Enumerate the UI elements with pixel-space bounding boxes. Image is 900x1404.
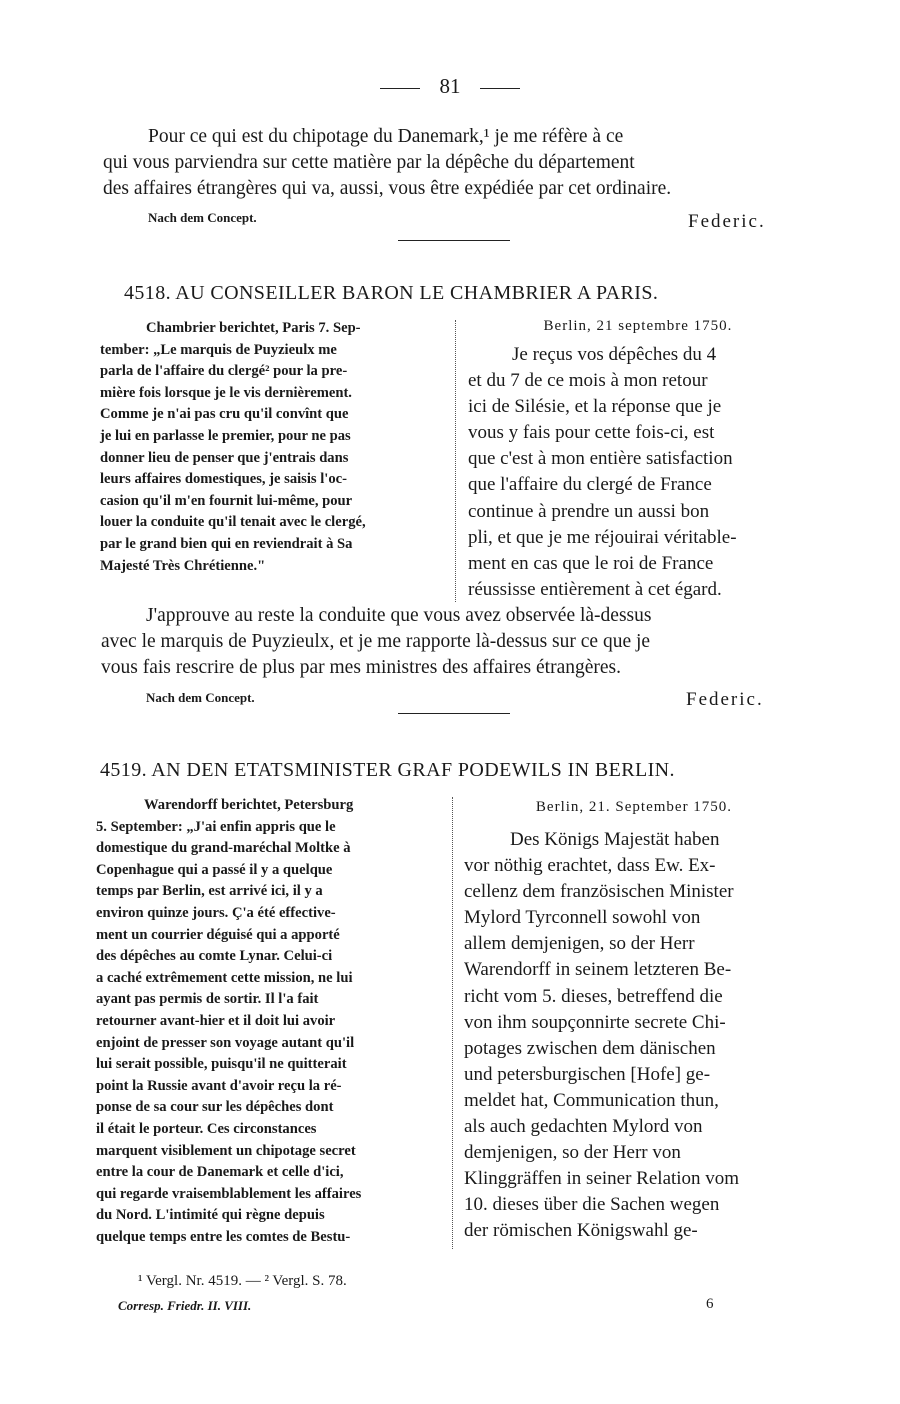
letter-4518-source: Nach dem Concept. — [146, 690, 255, 705]
summary-line: donner lieu de penser que j'entrais dans — [100, 449, 349, 466]
text-line: demjenigen, so der Herr von — [464, 1142, 681, 1164]
summary-line: quelque temps entre les comtes de Bestu- — [96, 1228, 351, 1245]
closing-line: avec le marquis de Puyzieulx, et je me rapporte là-dessus sur ce que je — [101, 631, 651, 652]
letter-4519-text — [464, 827, 809, 1245]
summary-line: Copenhague qui a passé il y a quelque — [96, 861, 333, 878]
summary-line: temps par Berlin, est arrivé ici, il y a — [96, 883, 323, 900]
summary-line: point la Russie avant d'avoir reçu la ré- — [96, 1077, 342, 1094]
summary-line: du Nord. L'intimité qui règne depuis — [96, 1207, 325, 1224]
section-divider — [398, 713, 510, 714]
letter-4519-dateline: Berlin, 21. September 1750. — [535, 799, 733, 815]
text-line: potages zwischen dem dänischen — [464, 1037, 716, 1059]
text-line: Mylord Tyrconnell sowohl von — [464, 907, 701, 929]
summary-line: il était le porteur. Ces circonstances — [96, 1120, 317, 1137]
summary-line: ayant pas permis de sortir. Il l'a fait — [96, 991, 319, 1008]
letter-4519-heading: 4519. AN DEN ETATSMINISTER GRAF PODEWILS IN BERLIN. — [100, 759, 675, 781]
text-line: meldet hat, Communication thun, — [464, 1089, 719, 1111]
text-line: von ihm soupçonnirte secrete Chi- — [464, 1011, 726, 1033]
text-line: et du 7 de ce mois à mon retour — [468, 370, 708, 392]
text-line: ici de Silésie, et la réponse que je — [468, 396, 722, 418]
section-divider — [398, 240, 510, 241]
summary-line: 5. September: „J'ai enfin appris que le — [96, 818, 336, 835]
text-line: réussisse entièrement à cet égard. — [468, 578, 722, 600]
footer-volume: Corresp. Friedr. II. VIII. — [118, 1298, 252, 1313]
summary-line: a caché extrêmement cette mission, ne lui — [96, 969, 353, 986]
summary-line: par le grand bien qui en reviendrait à Sa — [100, 535, 353, 552]
summary-line: parla de l'affaire du clergé² pour la pre- — [100, 363, 348, 380]
header-rule-left — [380, 88, 420, 89]
summary-line: des dépêches au comte Lynar. Celui-ci — [96, 948, 333, 965]
page-number: 81 — [439, 74, 461, 98]
intro-paragraph — [103, 124, 811, 202]
letter-4518-heading: 4518. AU CONSEILLER BARON LE CHAMBRIER A PARIS. — [124, 282, 659, 304]
summary-line: marquent visiblement un chipotage secret — [96, 1142, 356, 1159]
text-line: vor nöthig erachtet, dass Ew. Ex- — [464, 855, 716, 877]
column-divider — [452, 797, 453, 1249]
summary-line: Majesté Très Chrétienne." — [100, 557, 266, 574]
summary-line: environ quinze jours. Ç'a été effective- — [96, 904, 336, 921]
intro-line: Pour ce qui est du chipotage du Danemark,¹ je me réfère à ce — [148, 126, 624, 147]
text-line: als auch gedachten Mylord von — [464, 1116, 703, 1138]
summary-line: casion qu'il m'en fournit lui-même, pour — [100, 492, 353, 509]
summary-line: Warendorff berichtet, Petersburg — [144, 797, 354, 813]
summary-line: Chambrier berichtet, Paris 7. Sep- — [146, 320, 361, 336]
intro-source: Nach dem Concept. — [148, 210, 257, 225]
text-line: Je reçus vos dépêches du 4 — [512, 344, 717, 365]
letter-4518-text — [468, 342, 813, 603]
summary-line: entre la cour de Danemark et celle d'ici, — [96, 1164, 344, 1181]
text-line: 10. dieses über die Sachen wegen — [464, 1194, 720, 1216]
text-line: que c'est à mon entière satisfaction — [468, 448, 733, 470]
summary-line: qui regarde vraisemblablement les affaires — [96, 1185, 362, 1202]
letter-4519-summary — [96, 795, 441, 1248]
signature-mark: 6 — [706, 1296, 714, 1312]
closing-line: J'approuve au reste la conduite que vous avez observée là-dessus — [146, 605, 652, 626]
text-line: allem demjenigen, so der Herr — [464, 933, 695, 955]
summary-line: leurs affaires domestiques, je saisis l'oc- — [100, 471, 347, 488]
text-line: vous y fais pour cette fois-ci, est — [468, 422, 715, 444]
text-line: und petersburgischen [Hofe] ge- — [464, 1063, 711, 1085]
letter-4518-dateline: Berlin, 21 septembre 1750. — [543, 318, 733, 334]
summary-line: tember: „Le marquis de Puyzieulx me — [100, 341, 337, 358]
text-line: Klinggräffen in seiner Relation vom — [464, 1168, 740, 1190]
summary-line: retourner avant-hier et il doit lui avoir — [96, 1012, 336, 1029]
text-line: der römischen Königswahl ge- — [464, 1220, 698, 1242]
summary-line: ment un courrier déguisé qui a apporté — [96, 926, 340, 943]
summary-line: mière fois lorsque je le vis dernièrement. — [100, 384, 352, 401]
summary-line: lui serait possible, puisqu'il ne quitterait — [96, 1056, 347, 1073]
text-line: continue à prendre un aussi bon — [468, 500, 710, 522]
column-divider — [455, 320, 456, 602]
letter-4518-signature: Federic. — [686, 689, 764, 710]
text-line: que l'affaire du clergé de France — [468, 474, 712, 496]
page-header — [0, 74, 900, 99]
text-line: Warendorff in seinem letzteren Be- — [464, 959, 732, 981]
text-line: Des Königs Majestät haben — [510, 829, 720, 850]
letter-4518-closing — [101, 603, 809, 681]
summary-line: enjoint de presser son voyage autant qu'il — [96, 1034, 355, 1051]
intro-line: qui vous parviendra sur cette matière par la dépêche du département — [103, 152, 635, 173]
summary-line: louer la conduite qu'il tenait avec le clergé, — [100, 514, 366, 531]
summary-line: ponse de sa cour sur les dépêches dont — [96, 1099, 334, 1116]
summary-line: domestique du grand-maréchal Moltke à — [96, 840, 351, 857]
summary-line: je lui en parlasse le premier, pour ne pas — [100, 427, 351, 444]
closing-line: vous fais rescrire de plus par mes ministres des affaires étrangères. — [101, 657, 621, 678]
intro-line: des affaires étrangères qui va, aussi, vous être expédiée par cet ordinaire. — [103, 178, 672, 199]
text-line: richt vom 5. dieses, betreffend die — [464, 985, 723, 1007]
letter-4518-summary — [100, 318, 445, 577]
footnotes: ¹ Vergl. Nr. 4519. — ² Vergl. S. 78. — [138, 1273, 347, 1289]
text-line: cellenz dem französischen Minister — [464, 881, 734, 903]
summary-line: Comme je n'ai pas cru qu'il convînt que — [100, 406, 349, 423]
text-line: pli, et que je me réjouirai véritable- — [468, 526, 737, 548]
text-line: ment en cas que le roi de France — [468, 552, 714, 574]
header-rule-right — [480, 88, 520, 89]
intro-signature: Federic. — [688, 211, 766, 232]
